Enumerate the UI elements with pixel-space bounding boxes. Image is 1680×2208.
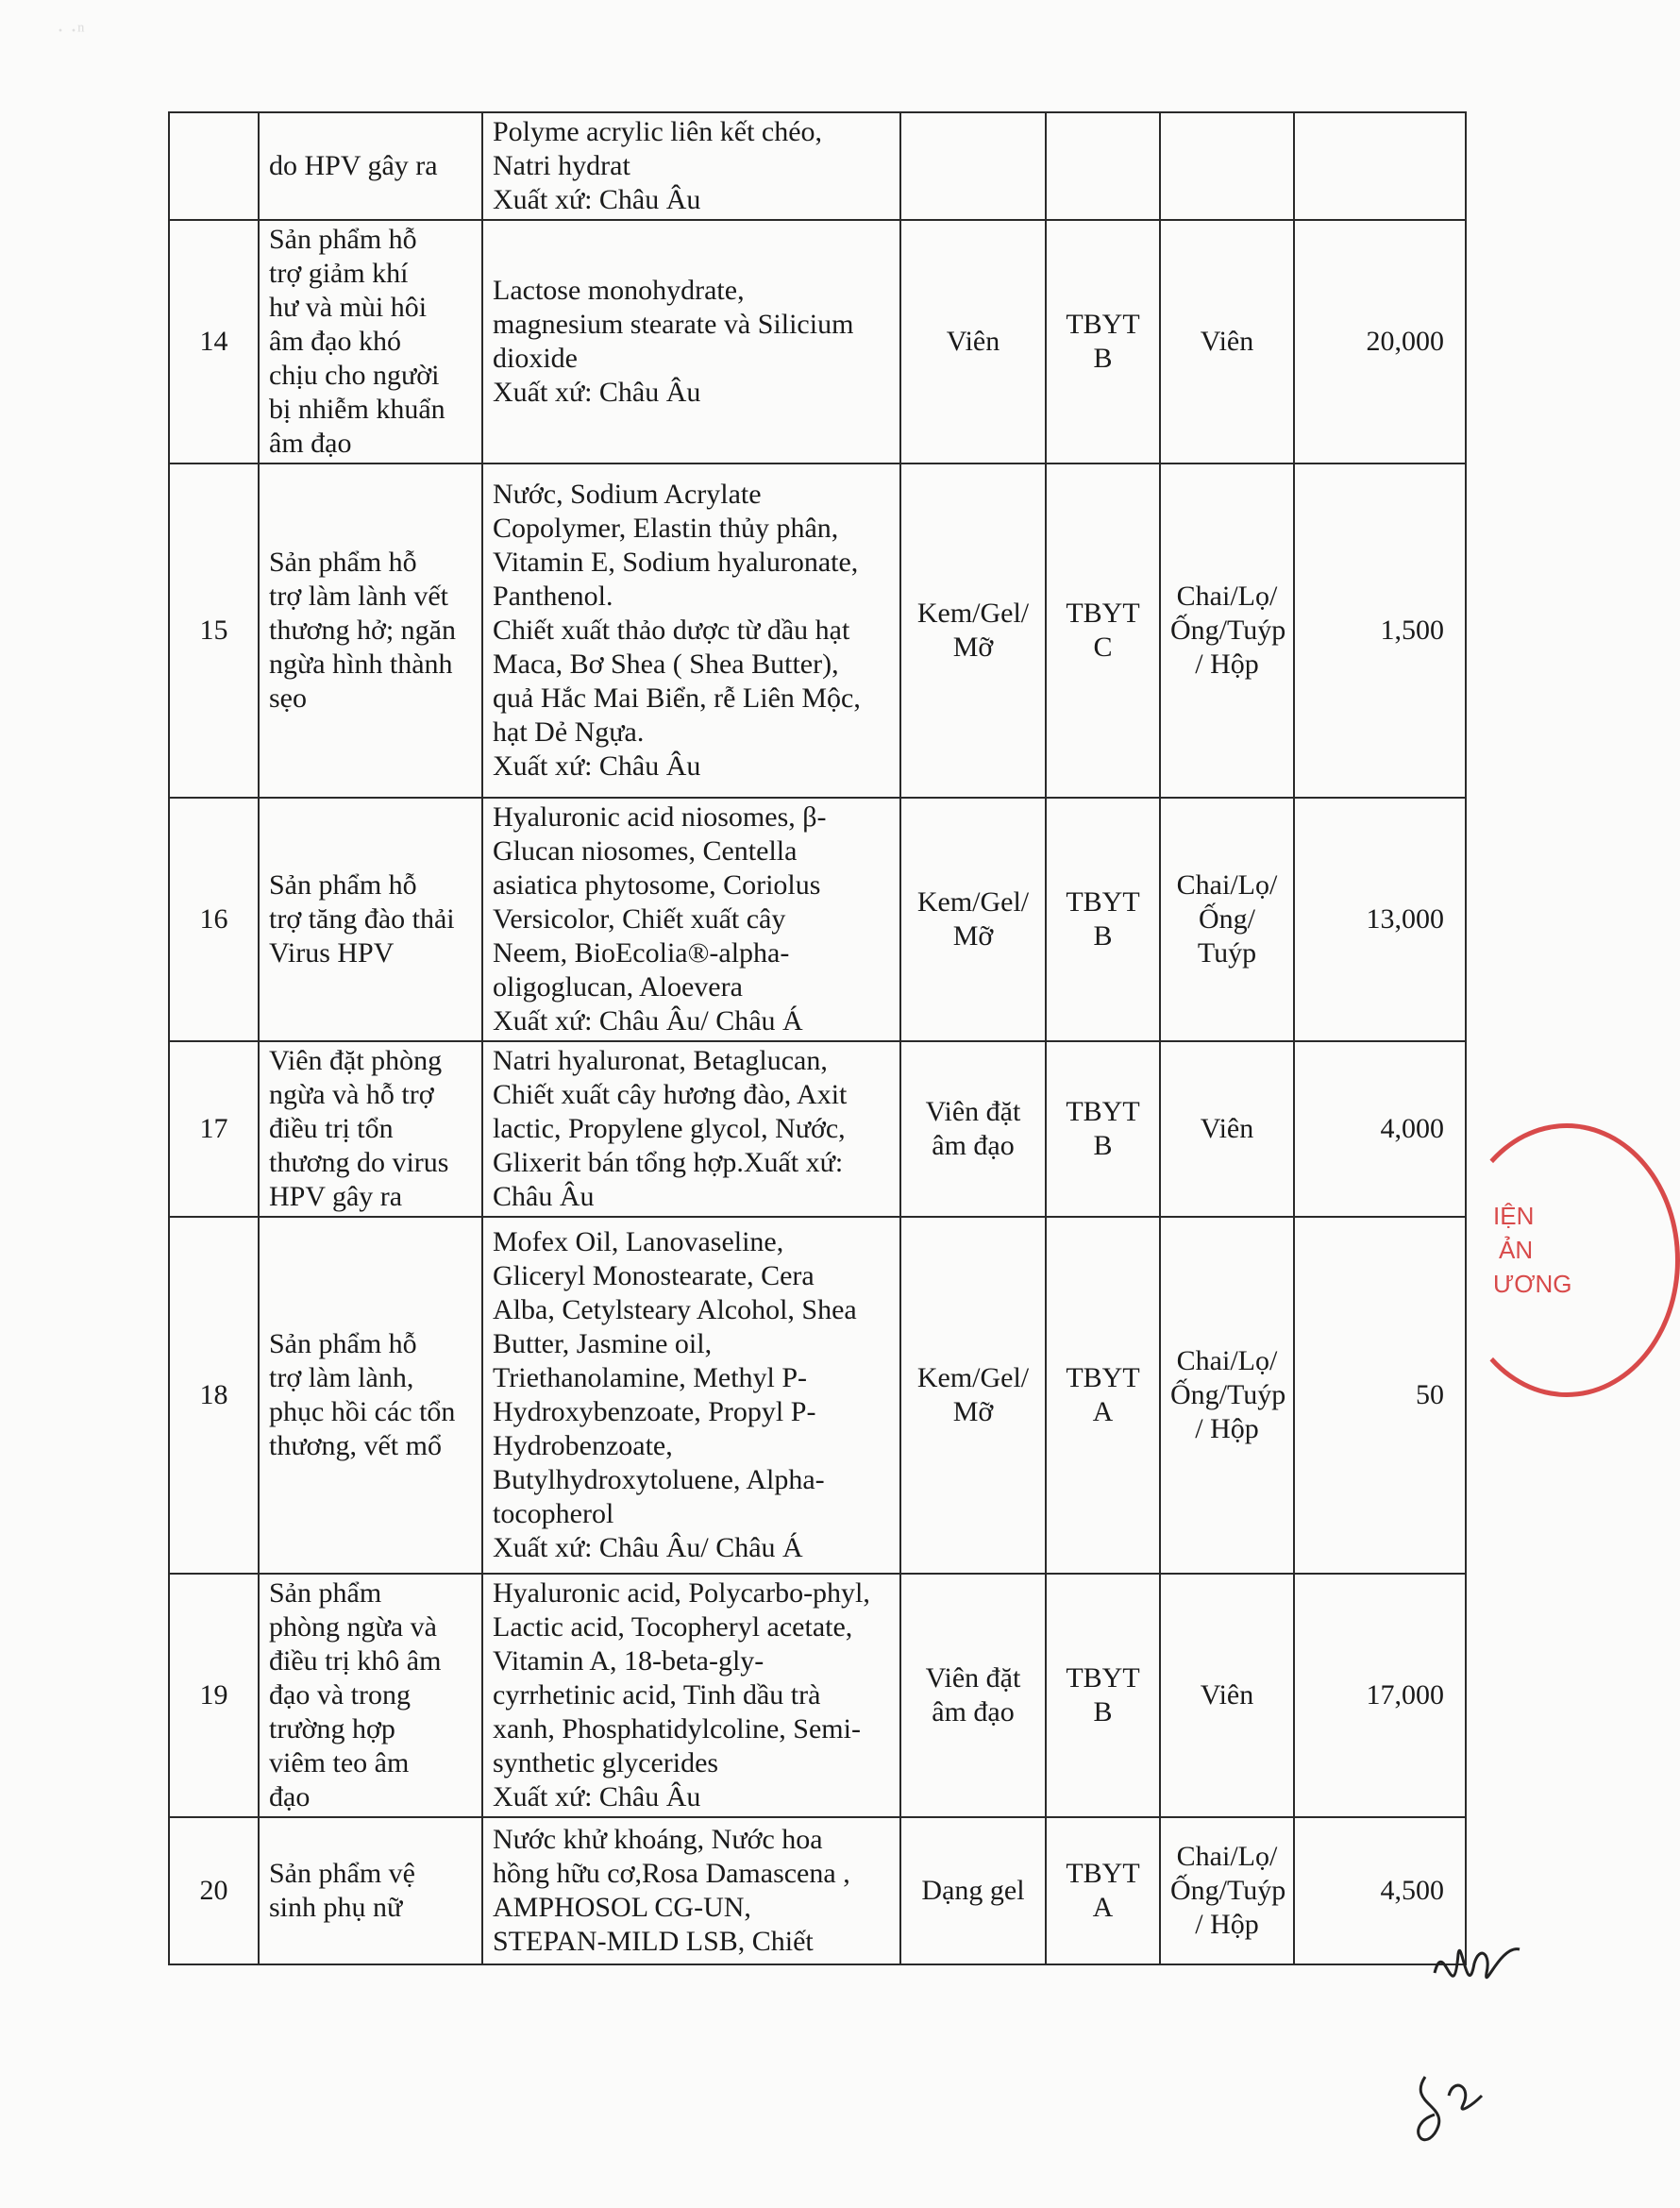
ingredients-line: asiatica phytosome, Coriolus <box>493 869 821 901</box>
ingredients-line: hạt Dẻ Ngựa. <box>493 716 645 748</box>
ingredients-cell <box>482 464 900 798</box>
device-class-cell <box>1046 220 1160 464</box>
packaging-unit-cell <box>1160 1817 1294 1964</box>
row-number-cell: 14 <box>169 220 259 464</box>
ingredients-line: Triethanolamine, Methyl P- <box>493 1362 808 1393</box>
ingredients-line: Xuất xứ: Châu Âu/ Châu Á <box>493 1005 803 1037</box>
product-name-line: trợ tăng đào thải <box>269 903 455 935</box>
device-class-cell <box>1046 1574 1160 1817</box>
packaging-unit-line: Ống/ <box>1199 903 1255 935</box>
table-row <box>169 1817 1466 1964</box>
ingredients-line: magnesium stearate và Silicium <box>493 309 854 340</box>
packaging-unit-cell <box>1160 464 1294 798</box>
table-row <box>169 112 1466 220</box>
dosage-form-cell <box>900 798 1046 1041</box>
packaging-unit-line: Chai/Lọ/ <box>1176 869 1278 901</box>
dosage-form-cell <box>900 1041 1046 1217</box>
table-row <box>169 1217 1466 1574</box>
quantity-cell: 13,000 <box>1294 798 1466 1041</box>
quantity-cell: 20,000 <box>1294 220 1466 464</box>
ingredients-cell <box>482 220 900 464</box>
table-row <box>169 1041 1466 1217</box>
device-class-cell <box>1046 1817 1160 1964</box>
product-name-line: Sản phẩm <box>269 1577 382 1609</box>
product-name-line: do HPV gây ra <box>269 150 438 181</box>
product-name-line: phòng ngừa và <box>269 1611 437 1643</box>
device-class-cell <box>1046 1217 1160 1574</box>
dosage-form-line: Mỡ <box>952 1396 994 1427</box>
product-name-line: điều trị tổn <box>269 1113 394 1144</box>
dosage-form-line: Kem/Gel/ <box>916 1362 1030 1393</box>
dosage-form-line: Kem/Gel/ <box>916 886 1030 918</box>
device-class-cell <box>1046 798 1160 1041</box>
device-class-cell <box>1046 464 1160 798</box>
ingredients-cell <box>482 112 900 220</box>
dosage-form-line: Viên đặt <box>925 1662 1021 1694</box>
quantity-cell <box>1294 112 1466 220</box>
ingredients-line: Nước, Sodium Acrylate <box>493 479 762 510</box>
ingredients-line: cyrrhetinic acid, Tinh dầu trà <box>493 1679 821 1711</box>
table-row <box>169 1574 1466 1817</box>
device-class-line: TBYT <box>1066 1362 1140 1393</box>
ingredients-cell <box>482 798 900 1041</box>
product-name-cell <box>259 1817 482 1964</box>
dosage-form-line: Mỡ <box>952 920 994 952</box>
product-name-line: đạo <box>269 1781 311 1812</box>
packaging-unit-cell <box>1160 112 1294 220</box>
packaging-unit-cell <box>1160 1574 1294 1817</box>
product-name-line: trợ làm lành vết <box>269 581 448 612</box>
ingredients-line: Versicolor, Chiết xuất cây <box>493 903 786 935</box>
ingredients-line: Natri hydrat <box>493 150 630 181</box>
quantity-cell: 50 <box>1294 1217 1466 1574</box>
product-name-line: Viên đặt phòng <box>269 1045 443 1076</box>
ingredients-cell <box>482 1574 900 1817</box>
dosage-form-line: âm đạo <box>932 1696 1015 1728</box>
row-number-cell: 16 <box>169 798 259 1041</box>
device-class-line: B <box>1093 1130 1113 1161</box>
signature-mark-1 <box>1416 1916 1538 2020</box>
row-number-cell: 18 <box>169 1217 259 1574</box>
packaging-unit-cell <box>1160 798 1294 1041</box>
dosage-form-line: âm đạo <box>932 1130 1015 1161</box>
product-name-line: Sản phẩm vệ <box>269 1858 415 1889</box>
ingredients-line: Chiết xuất thảo dược từ dầu hạt <box>493 615 850 646</box>
product-name-line: Sản phẩm hỗ <box>269 869 417 901</box>
ingredients-line: Panthenol. <box>493 581 613 612</box>
device-class-line: TBYT <box>1066 598 1140 629</box>
product-name-line: viêm teo âm <box>269 1747 410 1778</box>
ingredients-line: Polyme acrylic liên kết chéo, <box>493 116 823 147</box>
ingredients-line: Mofex Oil, Lanovaseline, <box>493 1226 784 1257</box>
ingredients-line: Xuất xứ: Châu Âu <box>493 1781 701 1812</box>
product-name-line: sẹo <box>269 683 307 714</box>
ingredients-line: Xuất xứ: Châu Âu <box>493 750 701 782</box>
dosage-form-line: Mỡ <box>952 632 994 663</box>
packaging-unit-line: Ống/Tuýp <box>1170 1379 1286 1410</box>
table-row <box>169 464 1466 798</box>
quantity-cell: 17,000 <box>1294 1574 1466 1817</box>
packaging-unit-cell <box>1160 1217 1294 1574</box>
packaging-unit-line: / Hộp <box>1195 1909 1259 1940</box>
ingredients-line: Copolymer, Elastin thủy phân, <box>493 513 839 544</box>
packaging-unit-line: / Hộp <box>1195 649 1259 680</box>
packaging-unit-line: Viên <box>1200 326 1254 357</box>
product-name-line: đạo và trong <box>269 1679 411 1711</box>
dosage-form-cell <box>900 1574 1046 1817</box>
ingredients-line: Lactic acid, Tocopheryl acetate, <box>493 1611 853 1643</box>
device-class-line: B <box>1093 343 1113 374</box>
dosage-form-line: Viên <box>946 326 1000 357</box>
ingredients-line: Hyaluronic acid, Polycarbo-phyl, <box>493 1577 870 1609</box>
ingredients-line: Xuất xứ: Châu Âu/ Châu Á <box>493 1532 803 1563</box>
ingredients-line: Nước khử khoáng, Nước hoa <box>493 1824 823 1855</box>
ingredients-cell <box>482 1217 900 1574</box>
stamp-text: IỆN ẢN ƯƠNG <box>1493 1202 1572 1298</box>
product-name-line: hư và mùi hôi <box>269 292 428 323</box>
ingredients-line: STEPAN-MILD LSB, Chiết <box>493 1926 814 1957</box>
product-name-line: thương do virus <box>269 1147 449 1178</box>
packaging-unit-line: Chai/Lọ/ <box>1176 581 1278 612</box>
product-table <box>168 111 1467 1965</box>
ingredients-cell <box>482 1041 900 1217</box>
product-name-line: ngừa hình thành <box>269 649 453 680</box>
ingredients-line: hồng hữu cơ,Rosa Damascena , <box>493 1858 850 1889</box>
packaging-unit-line: Ống/Tuýp <box>1170 1875 1286 1906</box>
dosage-form-cell <box>900 1217 1046 1574</box>
ingredients-line: lactic, Propylene glycol, Nước, <box>493 1113 846 1144</box>
ingredients-line: xanh, Phosphatidylcoline, Semi- <box>493 1713 861 1744</box>
device-class-line: TBYT <box>1066 309 1140 340</box>
device-class-line: A <box>1092 1396 1114 1427</box>
ingredients-line: synthetic glycerides <box>493 1747 719 1778</box>
product-name-line: sinh phụ nữ <box>269 1892 403 1923</box>
device-class-line: C <box>1093 632 1113 663</box>
signature-mark-2 <box>1397 2048 1501 2162</box>
packaging-unit-line: Chai/Lọ/ <box>1176 1841 1278 1872</box>
quantity-cell: 4,500 <box>1294 1817 1466 1964</box>
device-class-line: TBYT <box>1066 1096 1140 1127</box>
product-name-cell <box>259 798 482 1041</box>
row-number-cell: 15 <box>169 464 259 798</box>
device-class-line: TBYT <box>1066 1662 1140 1694</box>
packaging-unit-line: Chai/Lọ/ <box>1176 1345 1278 1376</box>
device-class-line: TBYT <box>1066 886 1140 918</box>
table-row <box>169 220 1466 464</box>
product-name-line: thương, vết mổ <box>269 1430 442 1461</box>
product-name-line: điều trị khô âm <box>269 1645 442 1677</box>
ingredients-line: Glixerit bán tổng hợp.Xuất xứ: <box>493 1147 844 1178</box>
quantity-cell: 1,500 <box>1294 464 1466 798</box>
bleed-through-text: · ·ⁿ <box>57 19 85 43</box>
ingredients-cell <box>482 1817 900 1964</box>
product-name-cell <box>259 220 482 464</box>
dosage-form-line: Kem/Gel/ <box>916 598 1030 629</box>
device-class-cell <box>1046 1041 1160 1217</box>
packaging-unit-line: Viên <box>1200 1679 1254 1711</box>
product-name-cell <box>259 1041 482 1217</box>
ingredients-line: Hydrobenzoate, <box>493 1430 673 1461</box>
product-name-line: bị nhiễm khuẩn <box>269 394 445 425</box>
product-name-line: Sản phẩm hỗ <box>269 224 417 255</box>
row-number-cell <box>169 112 259 220</box>
ingredients-line: Hyaluronic acid niosomes, β- <box>493 801 827 833</box>
product-name-line: trường hợp <box>269 1713 395 1744</box>
ingredients-line: AMPHOSOL CG-UN, <box>493 1892 751 1923</box>
ingredients-line: Glucan niosomes, Centella <box>493 835 798 867</box>
device-class-cell <box>1046 112 1160 220</box>
packaging-unit-line: Viên <box>1200 1113 1254 1144</box>
table-row <box>169 798 1466 1041</box>
ingredients-line: Vitamin E, Sodium hyaluronate, <box>493 547 859 578</box>
product-name-line: Virus HPV <box>269 937 395 969</box>
ingredients-line: quả Hắc Mai Biển, rễ Liên Mộc, <box>493 683 861 714</box>
ingredients-line: Gliceryl Monostearate, Cera <box>493 1260 815 1291</box>
device-class-line: B <box>1093 1696 1113 1728</box>
ingredients-line: Lactose monohydrate, <box>493 275 745 306</box>
product-name-line: âm đạo <box>269 428 352 459</box>
device-class-line: B <box>1093 920 1113 952</box>
ingredients-line: Xuất xứ: Châu Âu <box>493 184 701 215</box>
row-number-cell: 19 <box>169 1574 259 1817</box>
ingredients-line: Butylhydroxytoluene, Alpha- <box>493 1464 825 1495</box>
ingredients-line: Natri hyaluronat, Betaglucan, <box>493 1045 828 1076</box>
ingredients-line: Vitamin A, 18-beta-gly- <box>493 1645 764 1677</box>
product-name-cell <box>259 1217 482 1574</box>
product-name-line: ngừa và hỗ trợ <box>269 1079 434 1110</box>
packaging-unit-line: / Hộp <box>1195 1413 1259 1444</box>
ingredients-line: tocopherol <box>493 1498 614 1529</box>
ingredients-line: Butter, Jasmine oil, <box>493 1328 713 1359</box>
ingredients-line: Maca, Bơ Shea ( Shea Butter), <box>493 649 839 680</box>
product-name-line: Sản phẩm hỗ <box>269 1328 417 1359</box>
ingredients-line: Xuất xứ: Châu Âu <box>493 377 701 408</box>
quantity-cell: 4,000 <box>1294 1041 1466 1217</box>
ingredients-line: Châu Âu <box>493 1181 595 1212</box>
product-name-line: trợ làm lành, <box>269 1362 414 1393</box>
dosage-form-cell <box>900 112 1046 220</box>
product-name-cell <box>259 1574 482 1817</box>
packaging-unit-line: Ống/Tuýp <box>1170 615 1286 646</box>
device-class-line: A <box>1092 1892 1114 1923</box>
device-class-line: TBYT <box>1066 1858 1140 1889</box>
product-name-line: thương hở; ngăn <box>269 615 456 646</box>
row-number-cell: 20 <box>169 1817 259 1964</box>
dosage-form-cell <box>900 464 1046 798</box>
dosage-form-line: Viên đặt <box>925 1096 1021 1127</box>
product-name-line: âm đạo khó <box>269 326 401 357</box>
product-name-line: trợ giảm khí <box>269 258 409 289</box>
ingredients-line: Alba, Cetylsteary Alcohol, Shea <box>493 1294 857 1325</box>
dosage-form-cell <box>900 1817 1046 1964</box>
row-number-cell: 17 <box>169 1041 259 1217</box>
product-name-cell <box>259 112 482 220</box>
ingredients-line: Neem, BioEcolia®-alpha- <box>493 937 790 969</box>
ingredients-line: oligoglucan, Aloevera <box>493 971 743 1003</box>
packaging-unit-line: Tuýp <box>1197 937 1257 969</box>
ingredients-line: Hydroxybenzoate, Propyl P- <box>493 1396 816 1427</box>
product-name-line: phục hồi các tổn <box>269 1396 456 1427</box>
product-name-cell <box>259 464 482 798</box>
packaging-unit-cell <box>1160 1041 1294 1217</box>
dosage-form-cell <box>900 220 1046 464</box>
ingredients-line: dioxide <box>493 343 578 374</box>
dosage-form-line: Dạng gel <box>921 1875 1025 1906</box>
product-name-line: Sản phẩm hỗ <box>269 547 417 578</box>
packaging-unit-cell <box>1160 220 1294 464</box>
product-name-line: chịu cho người <box>269 360 440 391</box>
product-name-line: HPV gây ra <box>269 1181 403 1212</box>
ingredients-line: Chiết xuất cây hương đào, Axit <box>493 1079 848 1110</box>
